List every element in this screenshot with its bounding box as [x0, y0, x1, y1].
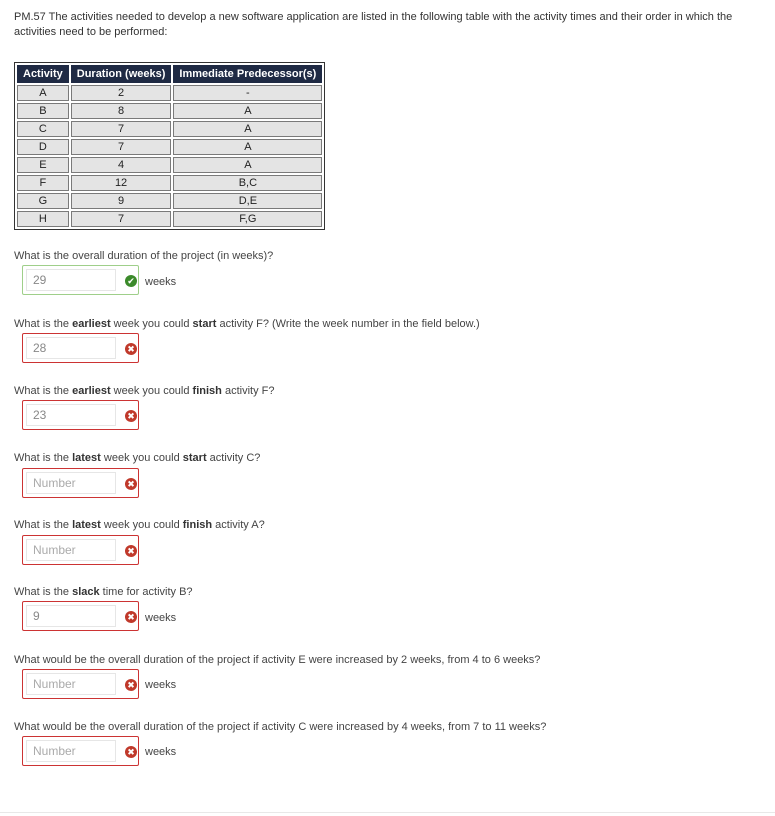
answer-input-7[interactable]	[26, 673, 116, 695]
answer-input-6[interactable]	[26, 605, 116, 627]
unit-label: weeks	[145, 746, 177, 758]
x-circle-icon: ✖	[125, 410, 137, 422]
emphasis-text: latest	[72, 519, 101, 531]
answer-field-4	[22, 468, 139, 498]
answer-field-5	[22, 535, 139, 565]
table-row	[17, 121, 322, 137]
cell-activity: B	[17, 103, 69, 119]
answer-input-1[interactable]	[26, 269, 116, 291]
table-row	[17, 193, 322, 209]
x-circle-icon: ✖	[125, 545, 137, 557]
emphasis-text: latest	[72, 452, 101, 464]
divider	[0, 812, 775, 813]
question-text-part: activity F?	[221, 385, 275, 397]
x-circle-icon: ✖	[125, 343, 137, 355]
cell-predecessors: A	[173, 139, 322, 155]
answer-input-5[interactable]	[26, 539, 116, 561]
cell-activity: D	[17, 139, 69, 155]
question-text-part: week you could	[100, 452, 183, 464]
question-text-part: What is the overall duration of the project (in weeks)?	[14, 250, 274, 262]
question-text-part: activity A?	[212, 519, 265, 531]
answer-field-7	[22, 669, 139, 699]
cell-activity: G	[17, 193, 69, 209]
question-text-part: time for activity B?	[99, 586, 193, 598]
question-text-part: What would be the overall duration of the project if activity E were increased by 2 weeks, from 4 to 6 weeks?	[14, 654, 541, 666]
question-text-part: What would be the overall duration of the project if activity C were increased by 4 weeks, from 7 to 11 weeks?	[14, 721, 547, 733]
emphasis-text: earliest	[72, 318, 111, 330]
cell-activity: E	[17, 157, 69, 173]
question-5-text	[14, 518, 265, 532]
answer-field-2	[22, 333, 139, 363]
x-circle-icon: ✖	[125, 746, 137, 758]
cell-duration: 7	[71, 139, 172, 155]
question-text-part: What is the	[14, 385, 73, 397]
answer-input-2[interactable]	[26, 337, 116, 359]
question-text-part: What is the	[14, 586, 73, 598]
cell-activity: C	[17, 121, 69, 137]
question-text-part: activity C?	[206, 452, 261, 464]
problem-intro: PM.57 The activities needed to develop a new software application are listed in the following table with the activity times and their order in which the activities need to be performed:	[14, 11, 733, 38]
table-row	[17, 139, 322, 155]
x-circle-icon: ✖	[125, 611, 137, 623]
question-text-part: week you could	[110, 385, 193, 397]
cell-predecessors: A	[173, 103, 322, 119]
question-4-text	[14, 451, 260, 465]
question-text-part: week you could	[100, 519, 183, 531]
unit-label: weeks	[145, 276, 177, 288]
activity-table	[14, 62, 325, 230]
cell-predecessors: F,G	[173, 211, 322, 227]
x-circle-icon: ✖	[125, 679, 137, 691]
cell-duration: 12	[71, 175, 172, 191]
cell-activity: H	[17, 211, 69, 227]
table-row	[17, 103, 322, 119]
cell-duration: 7	[71, 121, 172, 137]
col-header-activity: Activity	[17, 65, 69, 83]
cell-duration: 4	[71, 157, 172, 173]
cell-activity: A	[17, 85, 69, 101]
answer-field-8	[22, 736, 139, 766]
table-row	[17, 175, 322, 191]
question-text-part: activity F? (Write the week number in the field below.)	[216, 318, 480, 330]
unit-label: weeks	[145, 679, 177, 691]
cell-predecessors: B,C	[173, 175, 322, 191]
col-header-duration: Duration (weeks)	[71, 65, 172, 83]
cell-predecessors: -	[173, 85, 322, 101]
question-2-text	[14, 317, 480, 331]
table-row	[17, 211, 322, 227]
emphasis-text: start	[182, 452, 207, 464]
question-6-text	[14, 585, 193, 599]
question-1-text	[14, 249, 273, 263]
answer-input-4[interactable]	[26, 472, 116, 494]
question-text-part: What is the	[14, 452, 73, 464]
emphasis-text: finish	[182, 519, 213, 531]
x-circle-icon: ✖	[125, 478, 137, 490]
emphasis-text: earliest	[72, 385, 111, 397]
answer-field-6	[22, 601, 139, 631]
cell-duration: 9	[71, 193, 172, 209]
question-3-text	[14, 384, 274, 398]
table-row	[17, 157, 322, 173]
answer-field-3	[22, 400, 139, 430]
answer-field-1	[22, 265, 139, 295]
answer-input-3[interactable]	[26, 404, 116, 426]
table-header-row	[17, 65, 322, 83]
question-text-part: What is the	[14, 318, 73, 330]
cell-predecessors: A	[173, 121, 322, 137]
question-text-part: What is the	[14, 519, 73, 531]
cell-predecessors: D,E	[173, 193, 322, 209]
emphasis-text: finish	[192, 385, 222, 397]
emphasis-text: slack	[72, 586, 100, 598]
question-text-part: week you could	[110, 318, 193, 330]
col-header-predecessors: Immediate Predecessor(s)	[173, 65, 322, 83]
unit-label: weeks	[145, 612, 177, 624]
cell-predecessors: A	[173, 157, 322, 173]
answer-input-8[interactable]	[26, 740, 116, 762]
cell-duration: 2	[71, 85, 172, 101]
question-7-text	[14, 653, 540, 667]
question-8-text	[14, 720, 546, 734]
cell-duration: 7	[71, 211, 172, 227]
emphasis-text: start	[192, 318, 217, 330]
cell-duration: 8	[71, 103, 172, 119]
cell-activity: F	[17, 175, 69, 191]
check-circle-icon: ✔	[125, 275, 137, 287]
table-row	[17, 85, 322, 101]
